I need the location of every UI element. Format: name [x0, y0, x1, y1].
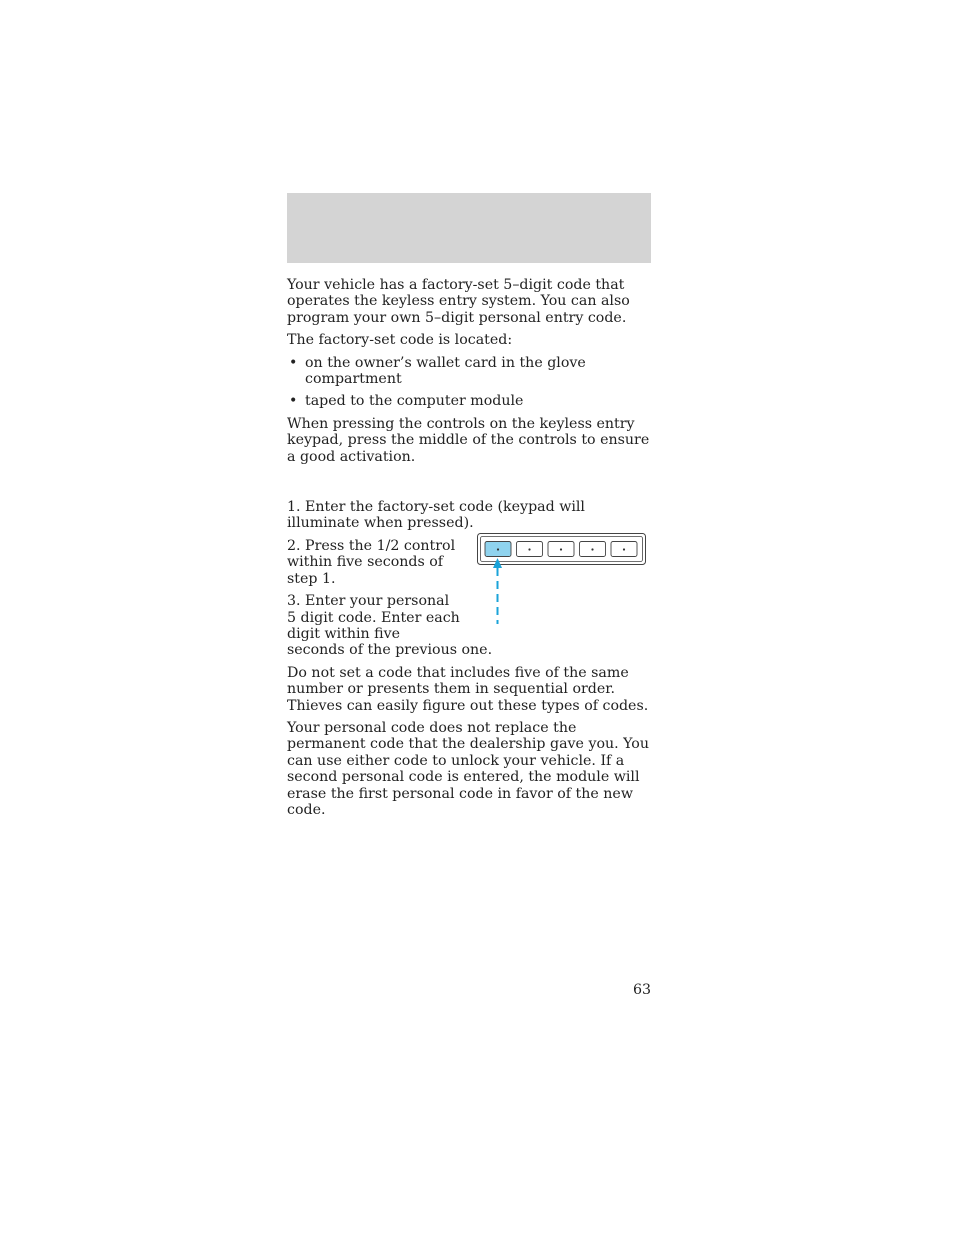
- page-number: 63: [632, 982, 651, 998]
- step-2: 2. Press the 1/2 control within five seconds of step 1.: [287, 537, 456, 587]
- keypad-button-dot: [560, 548, 562, 550]
- step-figure-row: [287, 538, 651, 659]
- pressing-note: When pressing the controls on the keyless entry keypad, press the middle of the controls to ensure a good activation.: [287, 415, 650, 465]
- warning-paragraph: Do not set a code that includes five of the same number or presents them in sequential order. Thieves can easily figure out these types of codes.: [287, 664, 649, 714]
- list-item: • taped to the computer module: [287, 393, 651, 409]
- arrow-head-icon: [493, 558, 502, 568]
- location-list: [287, 355, 651, 410]
- section-header-bar: [287, 193, 651, 263]
- keypad-button-dot: [623, 548, 625, 550]
- step-3-last-line: seconds of the previous one.: [287, 642, 493, 659]
- spacer: [287, 471, 651, 499]
- keypad-buttons: [485, 541, 637, 556]
- personal-code-paragraph: Your personal code does not replace the permanent code that the dealership gave you. You can use either code to unlock your vehicle. If a second personal code is entered, the module will erase the first personal code in favor of the new code.: [287, 719, 649, 818]
- step-3-first-lines: 3. Enter your personal 5 digit code. Enter each digit within five: [287, 593, 460, 642]
- page-content: [287, 277, 651, 824]
- keypad-illustration: [477, 533, 647, 628]
- intro-paragraph: Your vehicle has a factory-set 5–digit code that operates the keyless entry system. You can also program your own 5–digit personal entry code.: [287, 277, 630, 326]
- located-label: The factory-set code is located:: [287, 332, 513, 349]
- keypad-button-dot: [591, 548, 593, 550]
- keypad-button-dot: [497, 548, 499, 550]
- keypad-button-dot: [528, 548, 530, 550]
- list-item: • on the owner’s wallet card in the glove compartment: [287, 355, 651, 388]
- step-1: 1. Enter the factory-set code (keypad will illuminate when pressed).: [287, 499, 585, 532]
